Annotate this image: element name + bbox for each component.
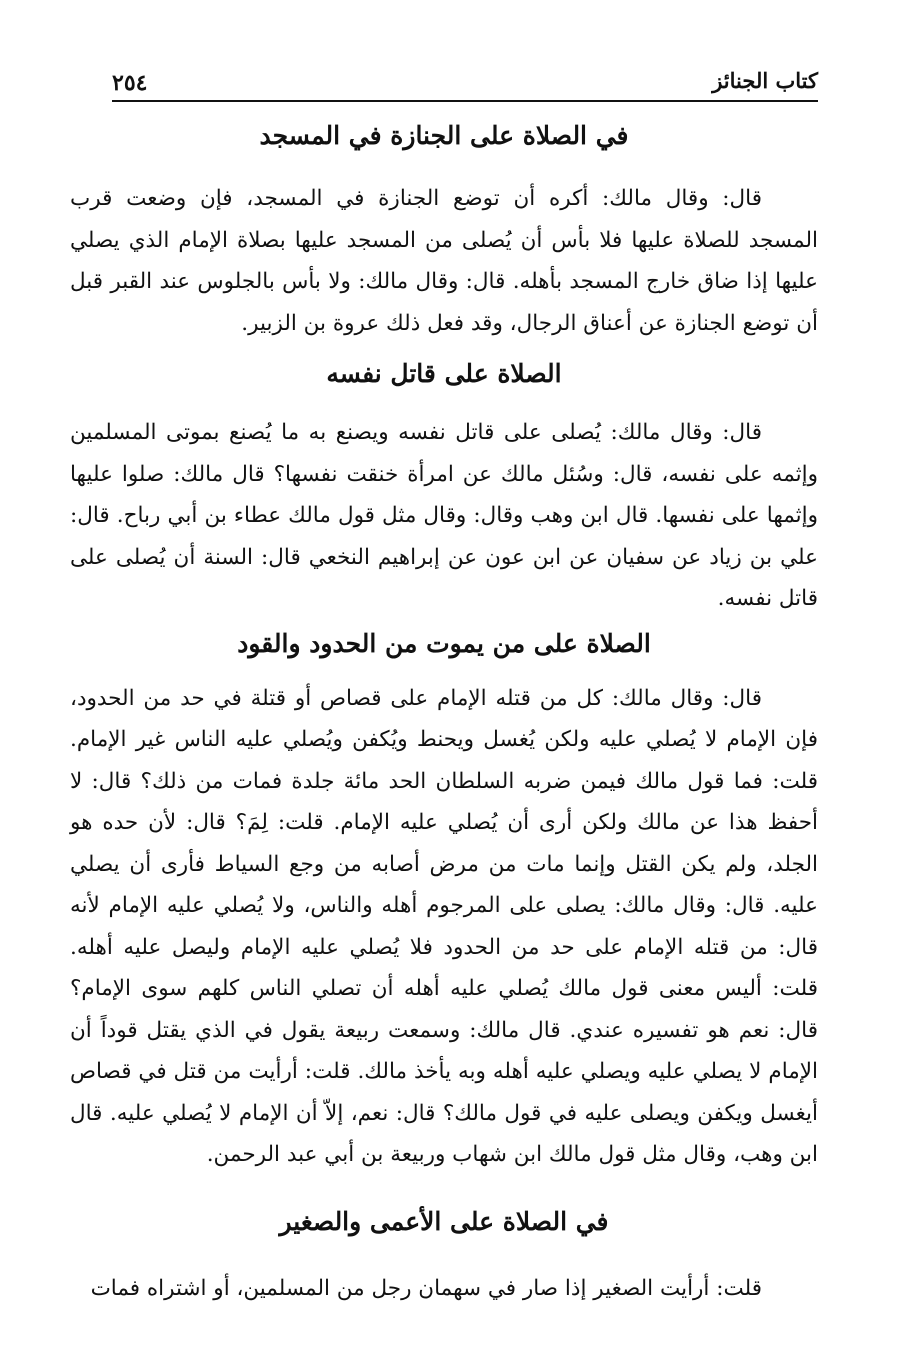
page-body <box>70 116 818 1309</box>
section-heading-blind-child: في الصلاة على الأعمى والصغير <box>279 1206 609 1236</box>
paragraph-suicide: قال: وقال مالك: يُصلى على قاتل نفسه ويصنع به ما يُصنع بموتى المسلمين وإثمه على نفسه، قال: وسُئل مالك عن امرأة خنقت نفسها؟ قال مالك: صلوا عليها وإثمها على نفسها. قال ابن وهب وقال: وقال مثل قول مالك عطاء بن أبي رباح. قال: علي بن زياد عن سفيان عن ابن عون عن إبراهيم النخعي قال: السنة أن يُصلى على قاتل نفسه. <box>70 420 818 611</box>
page-number: ٢٥٤ <box>112 70 148 96</box>
running-title: كتاب الجنائز <box>712 68 818 93</box>
paragraph-hudud: قال: وقال مالك: كل من قتله الإمام على قصاص أو قتلة في حد من الحدود، فإن الإمام لا يُصلي عليه ولكن يُغسل ويحنط ويُكفن ويُصلي عليه الناس غير الإمام. قلت: فما قول مالك فيمن ضربه السلطان الحد مائة جلدة فمات من ذلك؟ قال: لا أحفظ هذا عن مالك ولكن أرى أن يُصلي عليه الإمام. قلت: لِمَ؟ قال: لأن حده هو الجلد، ولم يكن القتل وإنما مات من مرض أصابه من وجع السياط فأرى أن يصلي عليه. قال: وقال مالك: يصلى على المرجوم أهله والناس، ولا يُصلي عليه الإمام لأنه قال: من قتله الإمام على حد من الحدود فلا يُصلي عليه الإمام وليصل عليه أهله. قلت: أليس معنى قول مالك يُصلي عليه أهله أن تصلي الناس كلهم سوى الإمام؟ قال: نعم هو تفسيره عندي. قال مالك: وسمعت ربيعة يقول في الذي يقتل قوداً أن الإمام لا يصلي عليه ويصلي عليه أهله وبه يأخذ مالك. قلت: أرأيت من قتل في قصاص أيغسل ويكفن ويصلى عليه في قول مالك؟ قال: نعم، إلاّ أن الإمام لا يُصلي عليه. قال ابن وهب، وقال مثل قول مالك ابن شهاب وربيعة بن أبي عبد الرحمن. <box>70 685 818 1167</box>
running-header <box>112 66 818 102</box>
section-heading-hudud: الصلاة على من يموت من الحدود والقود <box>237 628 651 658</box>
paragraph-blind-child: قلت: أرأيت الصغير إذا صار في سهمان رجل من المسلمين، أو اشتراه فمات <box>90 1275 762 1301</box>
section-heading-mosque-funeral: في الصلاة على الجنازة في المسجد <box>259 121 629 150</box>
section-heading-suicide: الصلاة على قاتل نفسه <box>326 359 562 388</box>
paragraph-mosque-funeral: قال: وقال مالك: أكره أن توضع الجنازة في المسجد، فإن وضعت قرب المسجد للصلاة عليها فلا بأس أن يُصلى من المسجد عليها بصلاة الإمام الذي يصلي عليها إذا ضاق خارج المسجد بأهله. قال: وقال مالك: ولا بأس بالجلوس عند القبر قبل أن توضع الجنازة عن أعناق الرجال، وقد فعل ذلك عروة بن الزبير. <box>70 186 818 336</box>
